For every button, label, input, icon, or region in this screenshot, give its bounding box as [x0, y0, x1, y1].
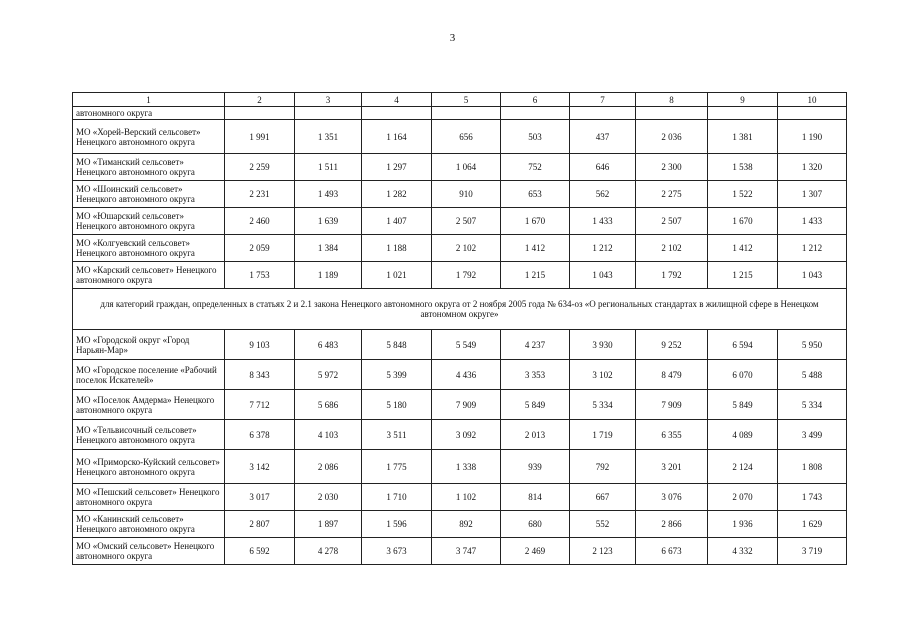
table-row	[73, 420, 847, 450]
municipality-name: МО «Омский сельсовет» Ненецкого автономного округа	[73, 538, 225, 565]
value-cell: 910	[432, 181, 501, 208]
value-cell: 7 712	[225, 390, 295, 420]
value-cell: 1 102	[432, 484, 501, 511]
column-header: 7	[570, 93, 636, 107]
section-heading: для категорий граждан, определенных в статьях 2 и 2.1 закона Ненецкого автономного округа от 2 ноября 2005 года № 634-оз «О региональных стандартах в жилищной сфере в Ненецком автономном округе»	[73, 289, 847, 330]
value-cell: 653	[501, 181, 570, 208]
column-header: 3	[295, 93, 362, 107]
value-cell: 1 381	[708, 120, 778, 154]
value-cell: 1 320	[778, 154, 847, 181]
value-cell: 667	[570, 484, 636, 511]
municipality-name: МО «Колгуевский сельсовет» Ненецкого автономного округа	[73, 235, 225, 262]
value-cell: 2 507	[636, 208, 708, 235]
value-cell: 5 686	[295, 390, 362, 420]
value-cell	[708, 107, 778, 120]
value-cell: 1 596	[362, 511, 432, 538]
value-cell: 2 231	[225, 181, 295, 208]
municipality-name: автономного округа	[73, 107, 225, 120]
value-cell: 6 483	[295, 330, 362, 360]
value-cell: 6 592	[225, 538, 295, 565]
value-cell: 2 124	[708, 450, 778, 484]
value-cell: 437	[570, 120, 636, 154]
value-cell: 2 070	[708, 484, 778, 511]
column-header: 9	[708, 93, 778, 107]
value-cell: 792	[570, 450, 636, 484]
column-header: 10	[778, 93, 847, 107]
value-cell: 3 353	[501, 360, 570, 390]
municipality-name: МО «Канинский сельсовет» Ненецкого автономного округа	[73, 511, 225, 538]
municipality-name: МО «Пешский сельсовет» Ненецкого автономного округа	[73, 484, 225, 511]
value-cell	[225, 107, 295, 120]
value-cell: 1 282	[362, 181, 432, 208]
value-cell: 3 930	[570, 330, 636, 360]
value-cell: 1 753	[225, 262, 295, 289]
section-heading-row	[73, 289, 847, 330]
column-header: 8	[636, 93, 708, 107]
header-row	[73, 93, 847, 107]
value-cell: 1 743	[778, 484, 847, 511]
value-cell: 3 719	[778, 538, 847, 565]
value-cell: 1 719	[570, 420, 636, 450]
value-cell: 1 064	[432, 154, 501, 181]
value-cell: 503	[501, 120, 570, 154]
table-row	[73, 450, 847, 484]
table-row	[73, 181, 847, 208]
value-cell	[778, 107, 847, 120]
value-cell: 6 378	[225, 420, 295, 450]
value-cell: 4 436	[432, 360, 501, 390]
value-cell: 4 278	[295, 538, 362, 565]
value-cell: 1 215	[501, 262, 570, 289]
value-cell: 1 629	[778, 511, 847, 538]
table-row	[73, 154, 847, 181]
value-cell: 2 086	[295, 450, 362, 484]
value-cell: 4 089	[708, 420, 778, 450]
column-header: 2	[225, 93, 295, 107]
value-cell: 1 188	[362, 235, 432, 262]
value-cell: 7 909	[432, 390, 501, 420]
value-cell: 1 297	[362, 154, 432, 181]
housing-standards-table	[72, 92, 847, 565]
municipality-name: МО «Тельвисочный сельсовет» Ненецкого автономного округа	[73, 420, 225, 450]
value-cell: 4 103	[295, 420, 362, 450]
value-cell: 3 142	[225, 450, 295, 484]
value-cell: 2 866	[636, 511, 708, 538]
value-cell	[570, 107, 636, 120]
value-cell: 1 412	[708, 235, 778, 262]
value-cell: 1 043	[778, 262, 847, 289]
value-cell: 1 412	[501, 235, 570, 262]
value-cell: 1 433	[570, 208, 636, 235]
value-cell: 1 936	[708, 511, 778, 538]
value-cell: 1 164	[362, 120, 432, 154]
value-cell: 1 190	[778, 120, 847, 154]
value-cell: 5 334	[778, 390, 847, 420]
value-cell: 2 059	[225, 235, 295, 262]
value-cell: 5 399	[362, 360, 432, 390]
value-cell: 5 849	[501, 390, 570, 420]
value-cell: 5 849	[708, 390, 778, 420]
value-cell: 1 710	[362, 484, 432, 511]
value-cell: 5 180	[362, 390, 432, 420]
table-row	[73, 107, 847, 120]
value-cell: 1 511	[295, 154, 362, 181]
value-cell: 656	[432, 120, 501, 154]
value-cell: 2 807	[225, 511, 295, 538]
value-cell: 1 493	[295, 181, 362, 208]
value-cell: 9 103	[225, 330, 295, 360]
value-cell: 1 639	[295, 208, 362, 235]
municipality-name: МО «Тиманский сельсовет» Ненецкого автономного округа	[73, 154, 225, 181]
municipality-name: МО «Поселок Амдерма» Ненецкого автономного округа	[73, 390, 225, 420]
value-cell: 5 972	[295, 360, 362, 390]
municipality-name: МО «Хорей-Верский сельсовет» Ненецкого автономного округа	[73, 120, 225, 154]
value-cell	[636, 107, 708, 120]
value-cell: 6 355	[636, 420, 708, 450]
value-cell: 1 775	[362, 450, 432, 484]
value-cell: 1 808	[778, 450, 847, 484]
table-row	[73, 511, 847, 538]
value-cell: 5 334	[570, 390, 636, 420]
value-cell: 1 212	[778, 235, 847, 262]
table-row	[73, 262, 847, 289]
value-cell: 4 237	[501, 330, 570, 360]
value-cell: 1 897	[295, 511, 362, 538]
value-cell: 1 792	[432, 262, 501, 289]
value-cell: 5 488	[778, 360, 847, 390]
table-row	[73, 484, 847, 511]
value-cell	[432, 107, 501, 120]
value-cell: 2 123	[570, 538, 636, 565]
value-cell: 4 332	[708, 538, 778, 565]
value-cell: 892	[432, 511, 501, 538]
column-header: 1	[73, 93, 225, 107]
value-cell: 1 670	[501, 208, 570, 235]
value-cell: 2 460	[225, 208, 295, 235]
value-cell: 3 499	[778, 420, 847, 450]
value-cell: 2 013	[501, 420, 570, 450]
table-row	[73, 120, 847, 154]
municipality-name: МО «Юшарский сельсовет» Ненецкого автономного округа	[73, 208, 225, 235]
value-cell: 2 102	[432, 235, 501, 262]
value-cell: 6 673	[636, 538, 708, 565]
value-cell: 2 469	[501, 538, 570, 565]
value-cell: 3 673	[362, 538, 432, 565]
value-cell: 5 549	[432, 330, 501, 360]
column-header: 6	[501, 93, 570, 107]
value-cell: 1 792	[636, 262, 708, 289]
value-cell: 939	[501, 450, 570, 484]
value-cell: 562	[570, 181, 636, 208]
table-row	[73, 390, 847, 420]
value-cell: 552	[570, 511, 636, 538]
value-cell: 814	[501, 484, 570, 511]
value-cell: 1 351	[295, 120, 362, 154]
value-cell: 1 215	[708, 262, 778, 289]
municipality-name: МО «Карский сельсовет» Ненецкого автономного округа	[73, 262, 225, 289]
value-cell: 2 507	[432, 208, 501, 235]
table-row	[73, 235, 847, 262]
value-cell: 680	[501, 511, 570, 538]
value-cell: 5 950	[778, 330, 847, 360]
value-cell: 5 848	[362, 330, 432, 360]
value-cell	[295, 107, 362, 120]
value-cell: 1 433	[778, 208, 847, 235]
value-cell: 6 070	[708, 360, 778, 390]
municipality-name: МО «Шоинский сельсовет» Ненецкого автономного округа	[73, 181, 225, 208]
value-cell: 2 036	[636, 120, 708, 154]
value-cell: 3 092	[432, 420, 501, 450]
page-number: 3	[449, 32, 456, 44]
table-row	[73, 538, 847, 565]
value-cell: 1 538	[708, 154, 778, 181]
municipality-name: МО «Городское поселение «Рабочий поселок Искателей»	[73, 360, 225, 390]
municipality-name: МО «Приморско-Куйский сельсовет» Ненецкого автономного округа	[73, 450, 225, 484]
value-cell: 1 407	[362, 208, 432, 235]
value-cell: 2 030	[295, 484, 362, 511]
value-cell: 3 102	[570, 360, 636, 390]
value-cell: 3 017	[225, 484, 295, 511]
value-cell: 2 300	[636, 154, 708, 181]
value-cell: 1 043	[570, 262, 636, 289]
value-cell	[362, 107, 432, 120]
value-cell: 1 189	[295, 262, 362, 289]
value-cell: 752	[501, 154, 570, 181]
table-row	[73, 360, 847, 390]
value-cell: 2 102	[636, 235, 708, 262]
value-cell: 1 021	[362, 262, 432, 289]
value-cell: 1 212	[570, 235, 636, 262]
value-cell: 3 201	[636, 450, 708, 484]
value-cell: 2 275	[636, 181, 708, 208]
column-header: 5	[432, 93, 501, 107]
value-cell: 1 991	[225, 120, 295, 154]
value-cell: 7 909	[636, 390, 708, 420]
value-cell: 3 076	[636, 484, 708, 511]
value-cell: 8 479	[636, 360, 708, 390]
value-cell: 1 338	[432, 450, 501, 484]
value-cell: 3 747	[432, 538, 501, 565]
municipality-name: МО «Городской округ «Город Нарьян-Мар»	[73, 330, 225, 360]
value-cell: 1 384	[295, 235, 362, 262]
value-cell: 2 259	[225, 154, 295, 181]
table-row	[73, 330, 847, 360]
value-cell: 3 511	[362, 420, 432, 450]
column-header: 4	[362, 93, 432, 107]
value-cell: 1 522	[708, 181, 778, 208]
table-row	[73, 208, 847, 235]
value-cell: 8 343	[225, 360, 295, 390]
value-cell: 6 594	[708, 330, 778, 360]
value-cell: 1 307	[778, 181, 847, 208]
value-cell: 646	[570, 154, 636, 181]
value-cell	[501, 107, 570, 120]
value-cell: 1 670	[708, 208, 778, 235]
value-cell: 9 252	[636, 330, 708, 360]
